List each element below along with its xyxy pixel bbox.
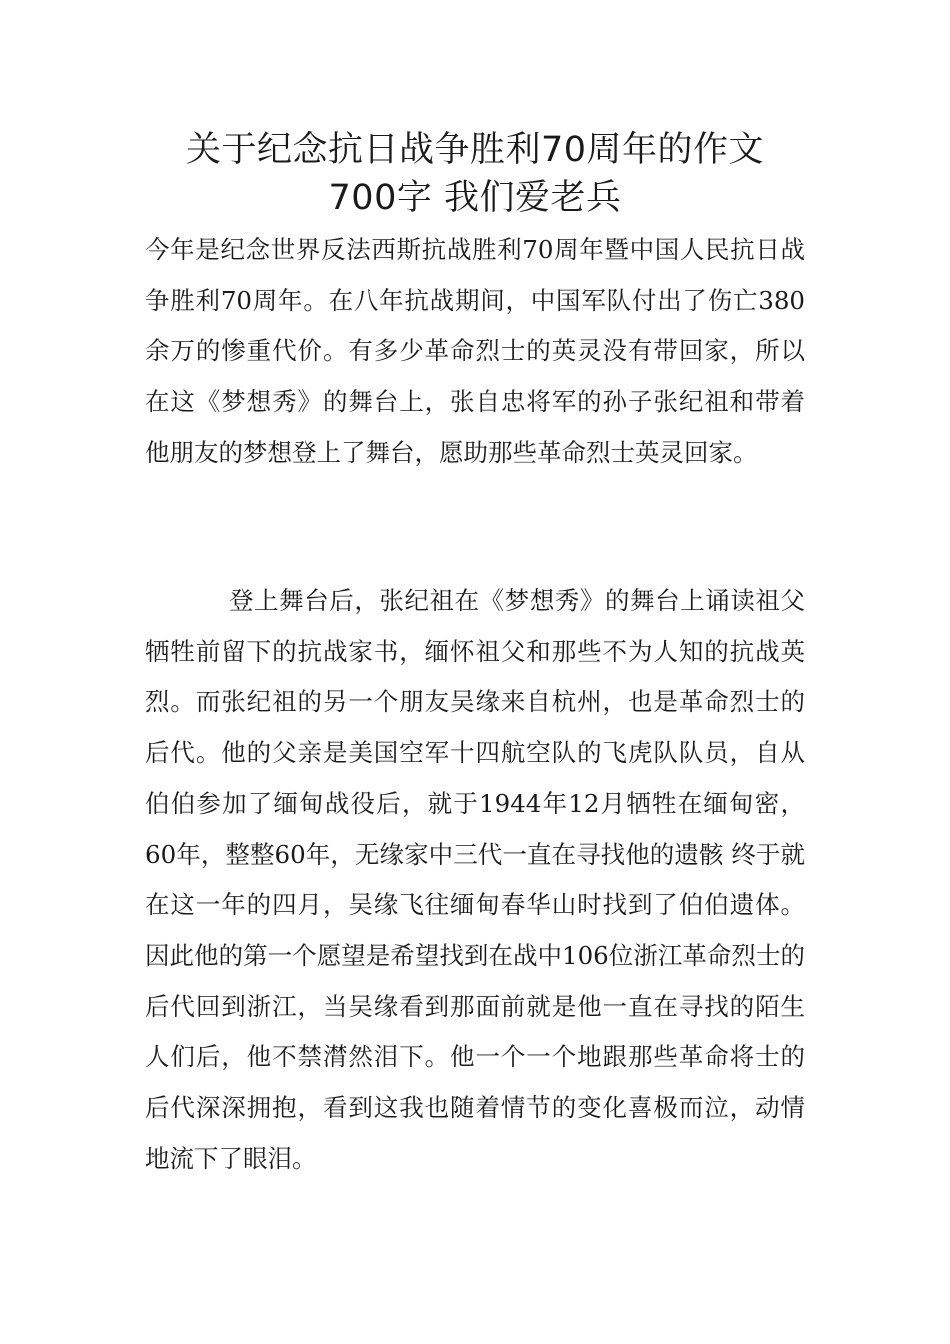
document-title (120, 126, 830, 222)
document-title-line-2: 700字 我们爱老兵 (328, 178, 622, 218)
paragraph-2: 登上舞台后，张纪祖在《梦想秀》的舞台上诵读祖父牺牲前留下的抗战家书，缅怀祖父和那些不为人知的抗战英烈。而张纪祖的另一个朋友吴缘来自杭州，也是革命烈士的后代。他的父亲是美国空军十四航空队的飞虎队队员，自从伯伯参加了缅甸战役后，就于1944年12月牺牲在缅甸密，60年，整整60年，无缘家中三代一直在寻找他的遗骸 终于就在这一年的四月，吴缘飞往缅甸春华山时找到了伯伯遗体。因此他的第一个愿望是希望找到在战中106位浙江革命烈士的后代回到浙江，当吴缘看到那面前就是他一直在寻找的陌生人们后，他不禁潸然泪下。他一个一个地跟那些革命将士的后代深深拥抱，看到这我也随着情节的变化喜极而泣，动情地流下了眼泪。 (145, 586, 805, 1173)
document-title-line-1: 关于纪念抗日战争胜利70周年的作文 (185, 130, 765, 170)
paragraph-1: 今年是纪念世界反法西斯抗战胜利70周年暨中国人民抗日战争胜利70周年。在八年抗战期间，中国军队付出了伤亡380余万的惨重代价。有多少革命烈士的英灵没有带回家，所以在这《梦想秀》的舞台上，张自忠将军的孙子张纪祖和带着他朋友的梦想登上了舞台，愿助那些革命烈士英灵回家。 (145, 235, 805, 467)
